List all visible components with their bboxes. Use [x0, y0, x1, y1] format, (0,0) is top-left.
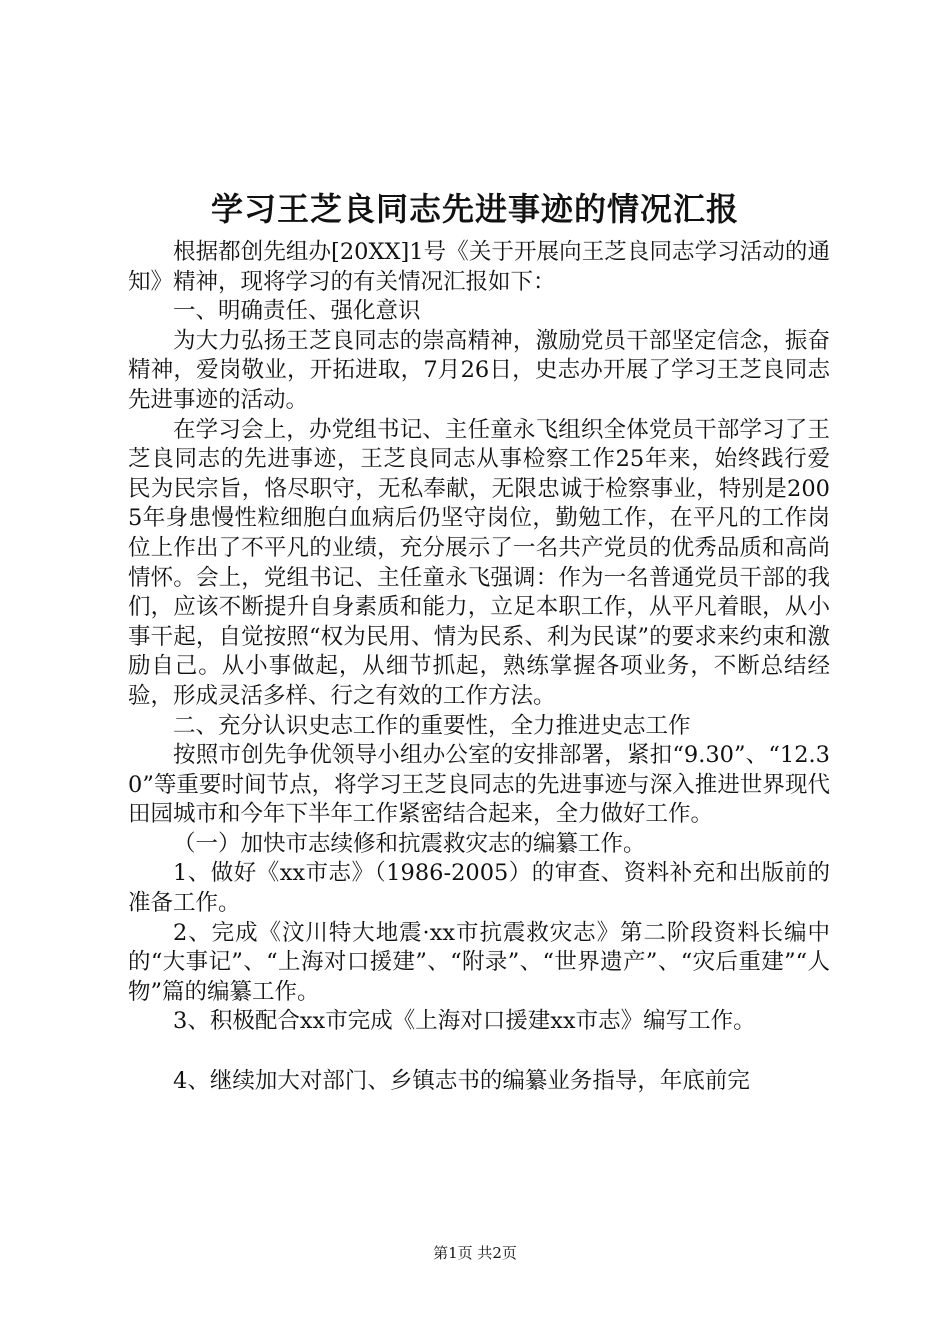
section-heading-2: 二、充分认识史志工作的重要性，全力推进史志工作: [173, 712, 691, 739]
list-item-1: 1、做好《xx市志》（1986-2005）的审查、资料补充和出版前的准备工作。: [128, 860, 830, 917]
paragraph-deployment: 按照市创先争优领导小组办公室的安排部署，紧扣“9.30”、“12.30”等重要时间节点，将学习王芝良同志的先进事迹与深入推进世界现代田园城市和今年下半年工作紧密结合起来，全力做好工作。: [128, 742, 830, 828]
list-item-2: 2、完成《汶川特大地震·xx市抗震救灾志》第二阶段资料长编中的“大事记”、“上海对口援建”、“附录”、“世界遗产”、“灾后重建”“人物”篇的编纂工作。: [128, 919, 830, 1005]
document-title: 学习王芝良同志先进事迹的情况汇报: [210, 190, 739, 228]
subsection-heading-1: （一）加快市志续修和抗震救灾志的编纂工作。: [173, 830, 646, 857]
list-item-4: 4、继续加大对部门、乡镇志书的编纂业务指导，年底前完: [173, 1067, 750, 1094]
document-body: [128, 238, 830, 1096]
list-item-3: 3、积极配合xx市完成《上海对口援建xx市志》编写工作。: [173, 1008, 756, 1035]
paragraph-intro: 根据都创先组办[20XX]1号《关于开展向王芝良同志学习活动的通知》精神，现将学习的有关情况汇报如下：: [128, 239, 830, 295]
paragraph-activity: 为大力弘扬王芝良同志的崇高精神，激励党员干部坚定信念，振奋精神，爱岗敬业，开拓进取，7月26日，史志办开展了学习王芝良同志先进事迹的活动。: [128, 327, 830, 413]
page-number-footer: 第1页 共2页: [433, 1244, 517, 1262]
section-heading-1: 一、明确责任、强化意识: [173, 298, 421, 325]
paragraph-meeting: 在学习会上，办党组书记、主任童永飞组织全体党员干部学习了王芝良同志的先进事迹，王芝良同志从事检察工作25年来，始终践行爱民为民宗旨，恪尽职守，无私奉献，无限忠诚于检察事业，特别是2005年身患慢性粒细胞白血病后仍坚守岗位，勤勉工作，在平凡的工作岗位上作出了不平凡的业绩，充分展示了一名共产党员的优秀品质和高尚情怀。会上，党组书记、主任童永飞强调：作为一名普通党员干部的我们，应该不断提升自身素质和能力，立足本职工作，从平凡着眼，从小事干起，自觉按照“权为民用、情为民系、利为民谋”的要求来约束和激励自己。从小事做起，从细节抓起，熟练掌握各项业务，不断总结经验，形成灵活多样、行之有效的工作方法。: [128, 416, 830, 709]
